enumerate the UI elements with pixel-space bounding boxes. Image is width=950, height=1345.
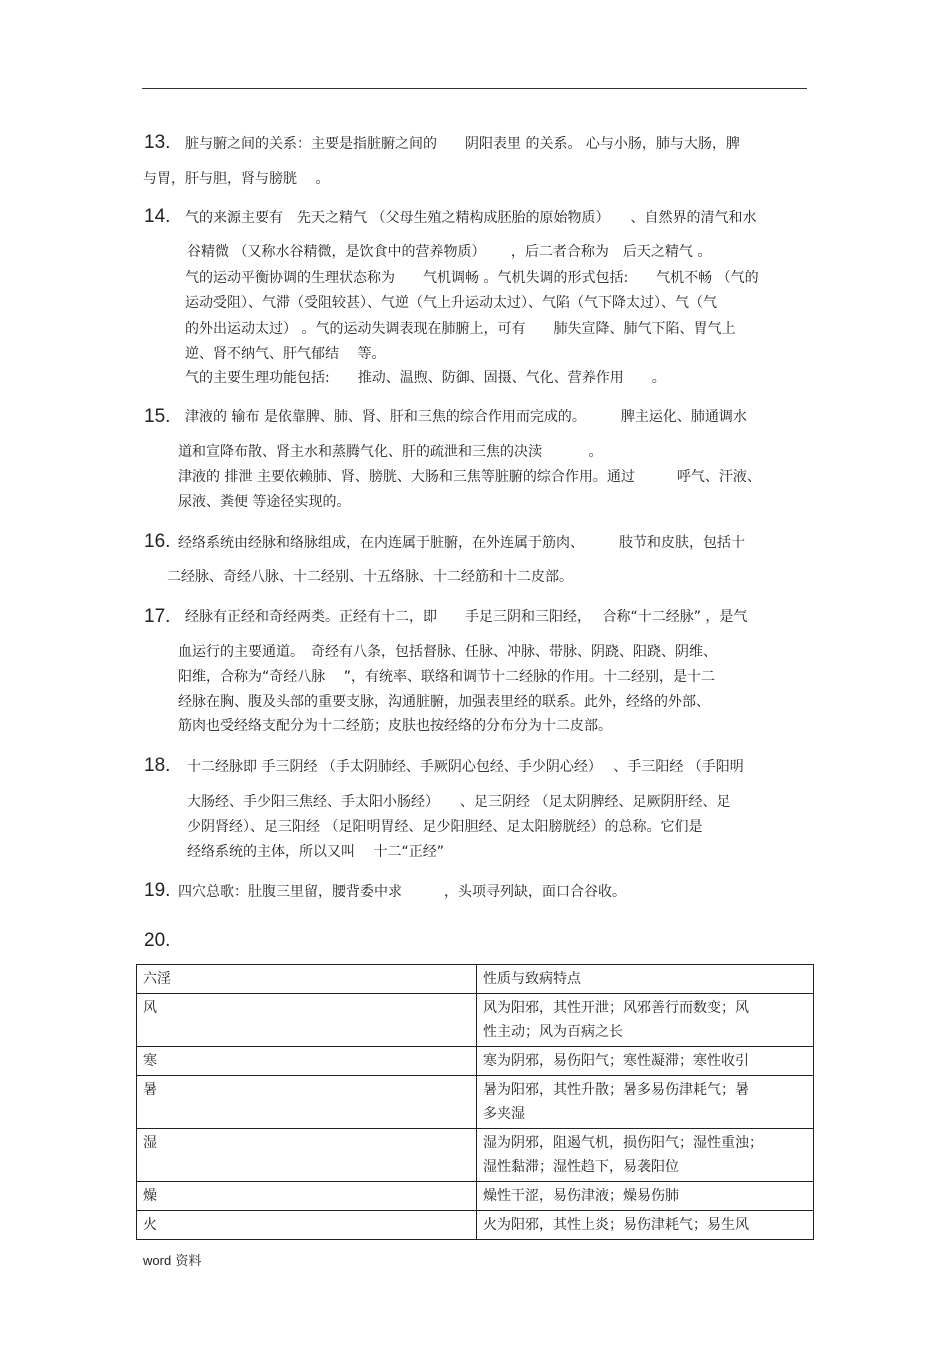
- item-text-line: 气的来源主要有 先天之精气 （父母生殖之精构成胚胎的原始物质） 、自然界的清气和水: [185, 210, 757, 226]
- table-cell-name: 湿: [137, 1129, 477, 1182]
- item-text-line: 筋肉也受经络支配分为十二经筋；皮肤也按经络的分布分为十二皮部。: [178, 718, 612, 734]
- item-text-line: 运动受阻）、气滞（受阻较甚）、气逆（气上升运动太过）、气陷（气下降太过）、气（气: [185, 295, 717, 311]
- item-number: 15.: [144, 406, 171, 427]
- table-row: [137, 1076, 814, 1129]
- table-cell-line: 火为阳邪，其性上炎；易伤津耗气；易生风: [483, 1217, 749, 1233]
- item-number: 18.: [144, 755, 171, 776]
- item-text-line: 血运行的主要通道。 奇经有八条，包括督脉、任脉、冲脉、带脉、阴跷、阳跷、阴维、: [178, 644, 717, 660]
- table-header-cell: 六淫: [137, 965, 477, 994]
- item-text-line: 少阴肾经）、足三阳经 （足阳明胃经、足少阳胆经、足太阳膀胱经）的总称。它们是: [187, 819, 703, 835]
- item-text-line: 的外出运动太过） 。气的运动失调表现在肺腑上，可有 肺失宣降、肺气下陷、胃气上: [185, 321, 736, 337]
- table-cell-name: 火: [137, 1211, 477, 1240]
- footer-text: 资料: [175, 1254, 202, 1269]
- table-row: [137, 994, 814, 1047]
- footer-word: word: [143, 1253, 172, 1268]
- item-text-line: 津液的 输布 是依靠脾、肺、肾、肝和三焦的综合作用而完成的。 脾主运化、肺通调水: [185, 409, 747, 425]
- table-cell-line: 暑为阳邪，其性升散；暑多易伤津耗气；暑: [483, 1082, 749, 1098]
- table-row: [137, 1211, 814, 1240]
- item-text-line: 阳维，合称为“奇经八脉 ”，有统率、联络和调节十二经脉的作用。十二经别，是十二: [178, 669, 715, 685]
- table-row: [137, 1182, 814, 1211]
- table-cell-desc: [477, 1211, 814, 1240]
- item-text-line: 四穴总歌：肚腹三里留，腰背委中求 ，头项寻列缺，面口合谷收。: [178, 884, 626, 900]
- item-text-line: 气的主要生理功能包括: 推动、温煦、防御、固摄、气化、营养作用 。: [185, 370, 666, 386]
- item-number: 19.: [144, 880, 171, 901]
- table-cell-name: 暑: [137, 1076, 477, 1129]
- table-cell-line: 风为阳邪，其性开泄；风邪善行而数变；风: [483, 1000, 749, 1016]
- table-row: [137, 1129, 814, 1182]
- item-text-line: 经络系统由经脉和络脉组成，在内连属于脏腑，在外连属于筋肉、 肢节和皮肤，包括十: [178, 535, 745, 551]
- item-text-line: 经脉有正经和奇经两类。正经有十二，即 手足三阴和三阳经， 合称“十二经脉” ，是气: [185, 609, 748, 625]
- table-cell-line: 湿为阴邪，阻遏气机，损伤阳气；湿性重浊；: [483, 1135, 763, 1151]
- item-text-line: 二经脉、奇经八脉、十二经别、十五络脉、十二经筋和十二皮部。: [167, 569, 573, 585]
- item-number: 17.: [144, 606, 171, 627]
- table-cell-line: 寒为阴邪，易伤阳气；寒性凝滞；寒性收引: [483, 1053, 749, 1069]
- table-cell-line: 湿性黏滞；湿性趋下，易袭阳位: [483, 1159, 679, 1175]
- item-text-line: 谷精微 （又称水谷精微，是饮食中的营养物质） ，后二者合称为 后天之精气 。: [187, 244, 712, 260]
- table-cell-name: 寒: [137, 1047, 477, 1076]
- item-text-line: 十二经脉即 手三阴经 （手太阴肺经、手厥阴心包经、手少阴心经） 、手三阳经 （手阳明: [187, 759, 744, 775]
- table-cell-line: 性主动；风为百病之长: [483, 1024, 623, 1040]
- table-cell-desc: [477, 1047, 814, 1076]
- item-text-line: 尿液、粪便 等途径实现的。: [178, 494, 351, 510]
- item-text-line: 脏与腑之间的关系：主要是指脏腑之间的 阴阳表里 的关系。 心与小肠，肺与大肠，脾: [185, 136, 740, 152]
- item-text-line: 经络系统的主体，所以又叫 十二“正经”: [187, 844, 444, 860]
- item-number: 20.: [144, 930, 171, 951]
- item-text-line: 逆、肾不纳气、肝气郁结 等。: [185, 346, 386, 362]
- item-text-line: 与胃，肝与胆，肾与膀胱 。: [143, 171, 330, 187]
- table-cell-desc: [477, 1182, 814, 1211]
- table-header-cell: 性质与致病特点: [477, 965, 814, 994]
- item-text-line: 津液的 排泄 主要依赖肺、肾、膀胱、大肠和三焦等脏腑的综合作用。通过 呼气、汗液、: [178, 469, 761, 485]
- table-cell-name: 风: [137, 994, 477, 1047]
- item-text-line: 道和宣降布散、肾主水和蒸腾气化、肝的疏泄和三焦的决渎 。: [178, 444, 603, 460]
- item-number: 13.: [144, 132, 171, 153]
- item-text-line: 经脉在胸、腹及头部的重要支脉，沟通脏腑，加强表里经的联系。此外，经络的外部、: [178, 694, 710, 710]
- item-number: 16.: [144, 531, 171, 552]
- table-cell-desc: [477, 1076, 814, 1129]
- header-rule: [142, 88, 807, 89]
- table-cell-desc: [477, 994, 814, 1047]
- item-text-line: 气的运动平衡协调的生理状态称为 气机调畅 。气机失调的形式包括: 气机不畅 （气的: [185, 270, 759, 286]
- table-cell-line: 多夹湿: [483, 1106, 525, 1122]
- table-header-row: [137, 965, 814, 994]
- item-text-line: 大肠经、手少阳三焦经、手太阳小肠经） 、足三阴经 （足太阴脾经、足厥阴肝经、足: [187, 794, 731, 810]
- footer: [143, 1250, 201, 1269]
- item-number: 14.: [144, 206, 171, 227]
- table-cell-name: 燥: [137, 1182, 477, 1211]
- table-cell-desc: [477, 1129, 814, 1182]
- table-cell-line: 燥性干涩，易伤津液；燥易伤肺: [483, 1188, 679, 1204]
- six-excesses-table: [136, 964, 814, 1240]
- table-row: [137, 1047, 814, 1076]
